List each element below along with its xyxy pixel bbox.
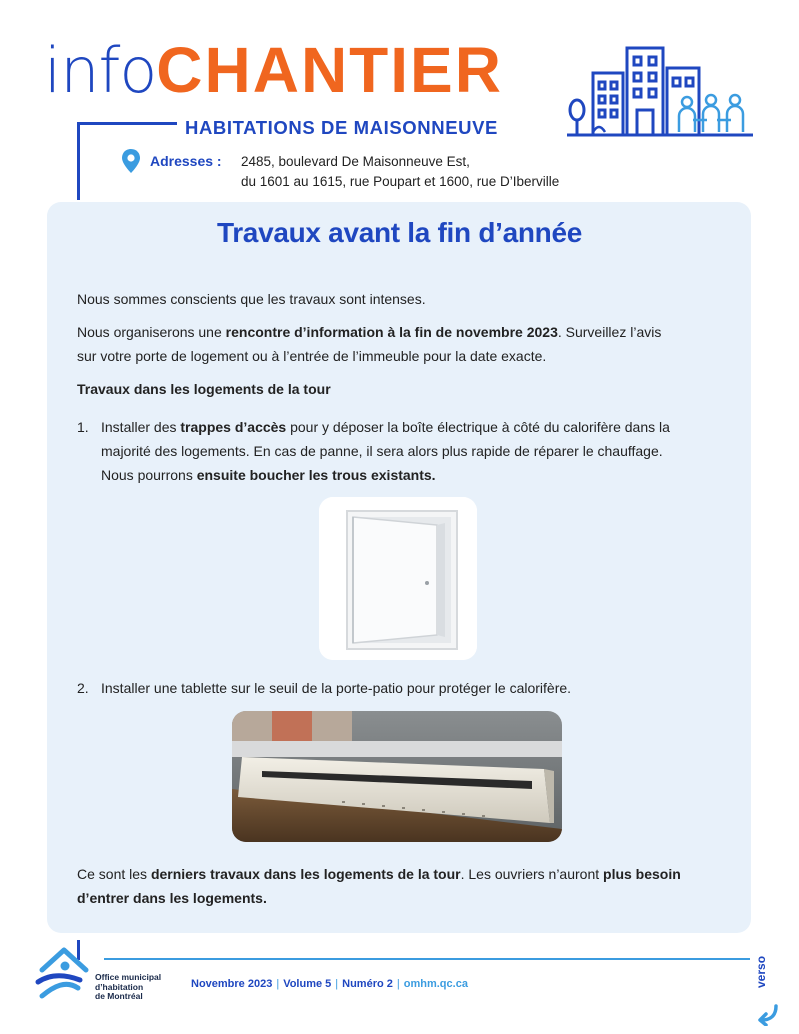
baseboard-heater-image (232, 711, 562, 842)
verso-label[interactable]: verso (754, 955, 768, 988)
meeting-text-pre: Nous organiserons une (77, 324, 226, 340)
article-title: Travaux avant la fin d’année (216, 217, 583, 248)
issue-separator: | (276, 978, 280, 990)
closing-bold-2: plus besoin (603, 866, 681, 882)
meeting-text-post: . Surveillez l’avis (557, 324, 662, 340)
meeting-text-line2: sur votre porte de logement ou à l’entrée de l’immeuble pour la date exacte. (77, 348, 547, 364)
access-hatch-image (319, 497, 477, 660)
item1-line2: majorité des logements. En cas de panne, il sera alors plus rapide de réparer le chauffage. (101, 443, 663, 459)
issue-separator: | (396, 978, 400, 990)
address-text (241, 152, 559, 192)
issue-info (191, 978, 468, 990)
omhm-org-name (95, 973, 175, 1002)
omhm-logo-icon (34, 944, 94, 1000)
section-heading: Travaux dans les logements de la tour (77, 381, 331, 397)
website-link[interactable]: omhm.qc.ca (403, 978, 468, 990)
brand-logo (44, 34, 503, 118)
meeting-text-bold: rencontre d’information à la fin de novembre 2023 (225, 324, 558, 340)
newsletter-subtitle: HABITATIONS DE MAISONNEUVE (185, 117, 498, 138)
brand-main: CHANTIER (156, 34, 503, 106)
header-divider-vertical (77, 122, 80, 200)
issue-number: Numéro 2 (342, 978, 393, 990)
location-pin-icon (120, 148, 142, 174)
buildings-illustration-icon (565, 40, 755, 140)
closing-mid: . Les ouvriers n’auront (460, 866, 604, 882)
item1-line3-bold: ensuite boucher les trous existants. (196, 467, 436, 483)
item1-post: pour y déposer la boîte électrique à côté du calorifère dans la (286, 419, 670, 435)
item1-pre: Installer des (101, 419, 181, 435)
closing-bold-3: d’entrer dans les logements. (77, 890, 267, 906)
item1-bold: trappes d’accès (180, 419, 287, 435)
meeting-paragraph (77, 320, 727, 368)
list-item-1 (101, 415, 731, 487)
closing-bold-1: derniers travaux dans les logements de la tour (150, 866, 461, 882)
address-line-2: du 1601 au 1615, rue Poupart et 1600, rue D’Iberville (241, 174, 560, 189)
intro-paragraph: Nous sommes conscients que les travaux sont intenses. (77, 291, 426, 307)
issue-volume: Volume 5 (283, 978, 332, 990)
item1-line3-pre: Nous pourrons (101, 467, 197, 483)
issue-separator: | (335, 978, 339, 990)
org-line-1: Office municipal (95, 972, 162, 982)
org-line-2: d’habitation (95, 981, 144, 992)
closing-paragraph (77, 862, 727, 910)
closing-pre: Ce sont les (77, 866, 151, 882)
address-label: Adresses : (150, 153, 222, 169)
list-number-2: 2. (77, 680, 89, 696)
header-divider-horizontal (77, 122, 177, 125)
issue-date: Novembre 2023 (191, 978, 273, 990)
address-line-1: 2485, boulevard De Maisonneuve Est, (241, 154, 470, 169)
org-line-3: de Montréal (95, 991, 143, 1001)
list-item-2: Installer une tablette sur le seuil de la porte-patio pour protéger le calorifère. (101, 680, 572, 696)
brand-prefix: info (44, 34, 157, 107)
footer-divider-horizontal (104, 958, 750, 960)
list-number-1: 1. (77, 419, 89, 435)
